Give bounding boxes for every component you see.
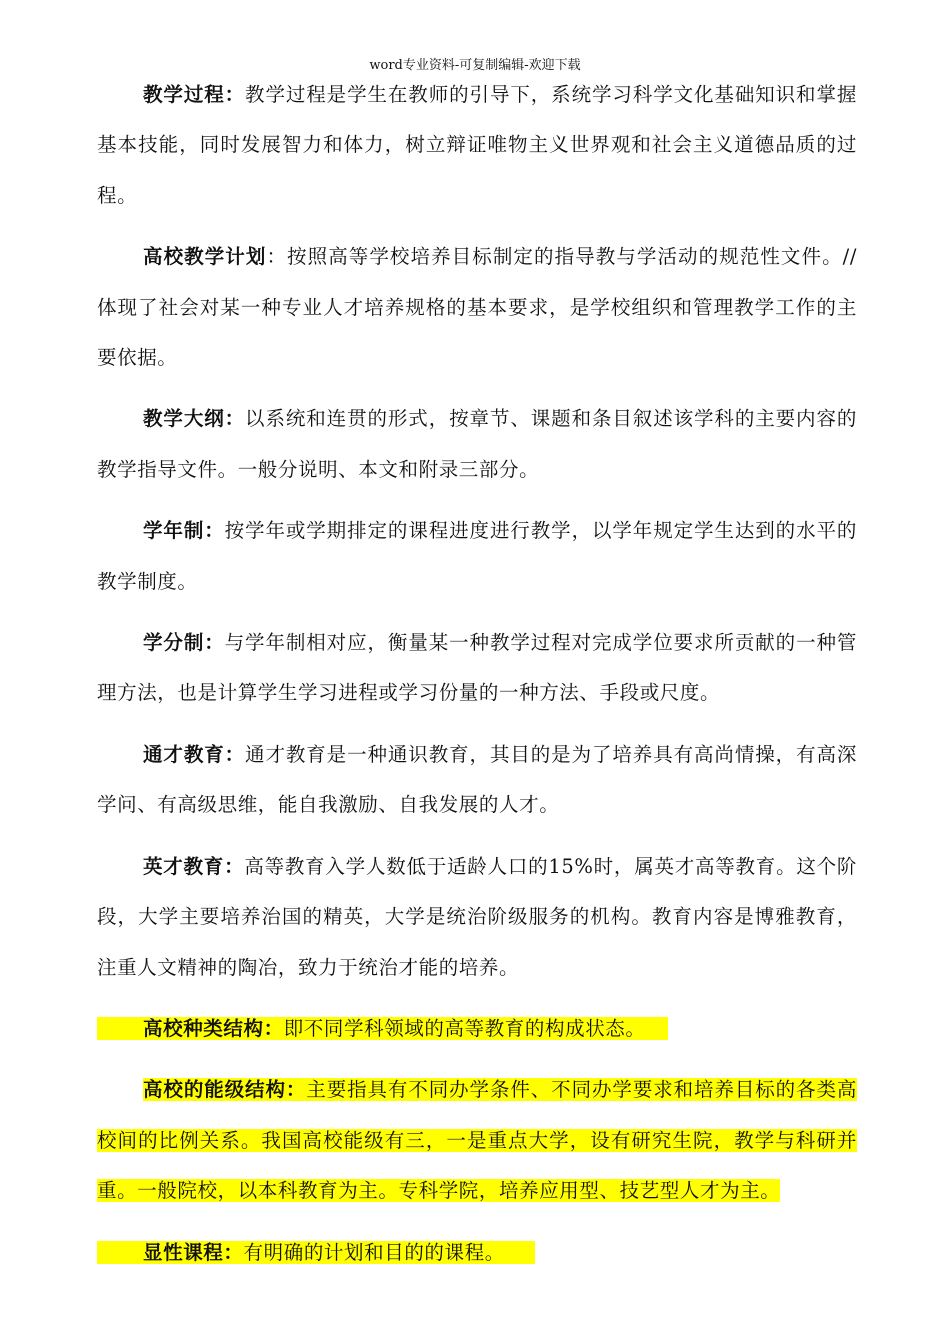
document-body bbox=[97, 70, 857, 1278]
page-header: word专业资料-可复制编辑-欢迎下载 bbox=[369, 58, 581, 73]
paragraph-teaching-process bbox=[97, 70, 857, 221]
definition: 主要指具有不同办学条件、不同办学要求和培养目标的各类高校间的比例关系。我国高校能级有三，一是重点大学，设有研究生院，教学与科研并重。一般院校，以本科教育为主。专科学院，培养应用型、技艺型人才为主。 bbox=[97, 1078, 857, 1203]
definition: ：按照高等学校培养目标制定的指导教与学活动的规范性文件。//体现了社会对某一种专业人才培养规格的基本要求，是学校组织和管理教学工作的主要依据。 bbox=[97, 245, 857, 370]
highlight bbox=[97, 1017, 668, 1040]
definition: 教学过程是学生在教师的引导下，系统学习科学文化基础知识和掌握基本技能，同时发展智力和体力，树立辩证唯物主义世界观和社会主义道德品质的过程。 bbox=[97, 83, 857, 207]
term: 通才教育： bbox=[143, 742, 246, 766]
definition: 与学年制相对应，衡量某一种教学过程对完成学位要求所贡献的一种管理方法，也是计算学生学习进程或学习份量的一种方法、手段或尺度。 bbox=[97, 631, 857, 705]
definition: 即不同学科领域的高等教育的构成状态。 bbox=[283, 1016, 646, 1040]
term: 显性课程： bbox=[143, 1240, 244, 1264]
term: 英才教育： bbox=[143, 854, 245, 878]
definition: 通才教育是一种通识教育，其目的是为了培养具有高尚情操，有高深学问、有高级思维，能自我激励、自我发展的人才。 bbox=[97, 742, 857, 817]
highlight bbox=[97, 1241, 535, 1264]
definition: 以系统和连贯的形式，按章节、课题和条目叙述该学科的主要内容的教学指导文件。一般分说明、本文和附录三部分。 bbox=[97, 407, 857, 481]
highlight bbox=[97, 1078, 857, 1202]
paragraph-academic-year-system bbox=[97, 506, 857, 607]
term: 高校的能级结构： bbox=[143, 1078, 307, 1102]
definition: 按学年或学期排定的课程进度进行教学，以学年规定学生达到的水平的教学制度。 bbox=[97, 519, 857, 593]
paragraph-explicit-curriculum bbox=[97, 1228, 857, 1278]
paragraph-type-structure bbox=[97, 1004, 857, 1054]
definition: 有明确的计划和目的的课程。 bbox=[243, 1240, 505, 1264]
definition: 高等教育入学人数低于适龄人口的15%时，属英才高等教育。这个阶段，大学主要培养治国的精英，大学是统治阶级服务的机构。教育内容是博雅教育，注重人文精神的陶冶，致力于统治才能的培养。 bbox=[97, 854, 857, 979]
term: 教学过程： bbox=[143, 83, 246, 106]
term: 学分制： bbox=[143, 631, 225, 655]
term: 高校教学计划 bbox=[143, 245, 267, 269]
paragraph-credit-system bbox=[97, 618, 857, 719]
paragraph-general-education bbox=[97, 730, 857, 831]
term: 学年制： bbox=[143, 519, 225, 543]
paragraph-syllabus bbox=[97, 394, 857, 495]
paragraph-level-structure bbox=[97, 1065, 857, 1216]
term: 教学大纲： bbox=[143, 407, 246, 431]
paragraph-elite-education bbox=[97, 842, 857, 993]
term: 高校种类结构： bbox=[143, 1016, 284, 1040]
paragraph-teaching-plan bbox=[97, 232, 857, 383]
